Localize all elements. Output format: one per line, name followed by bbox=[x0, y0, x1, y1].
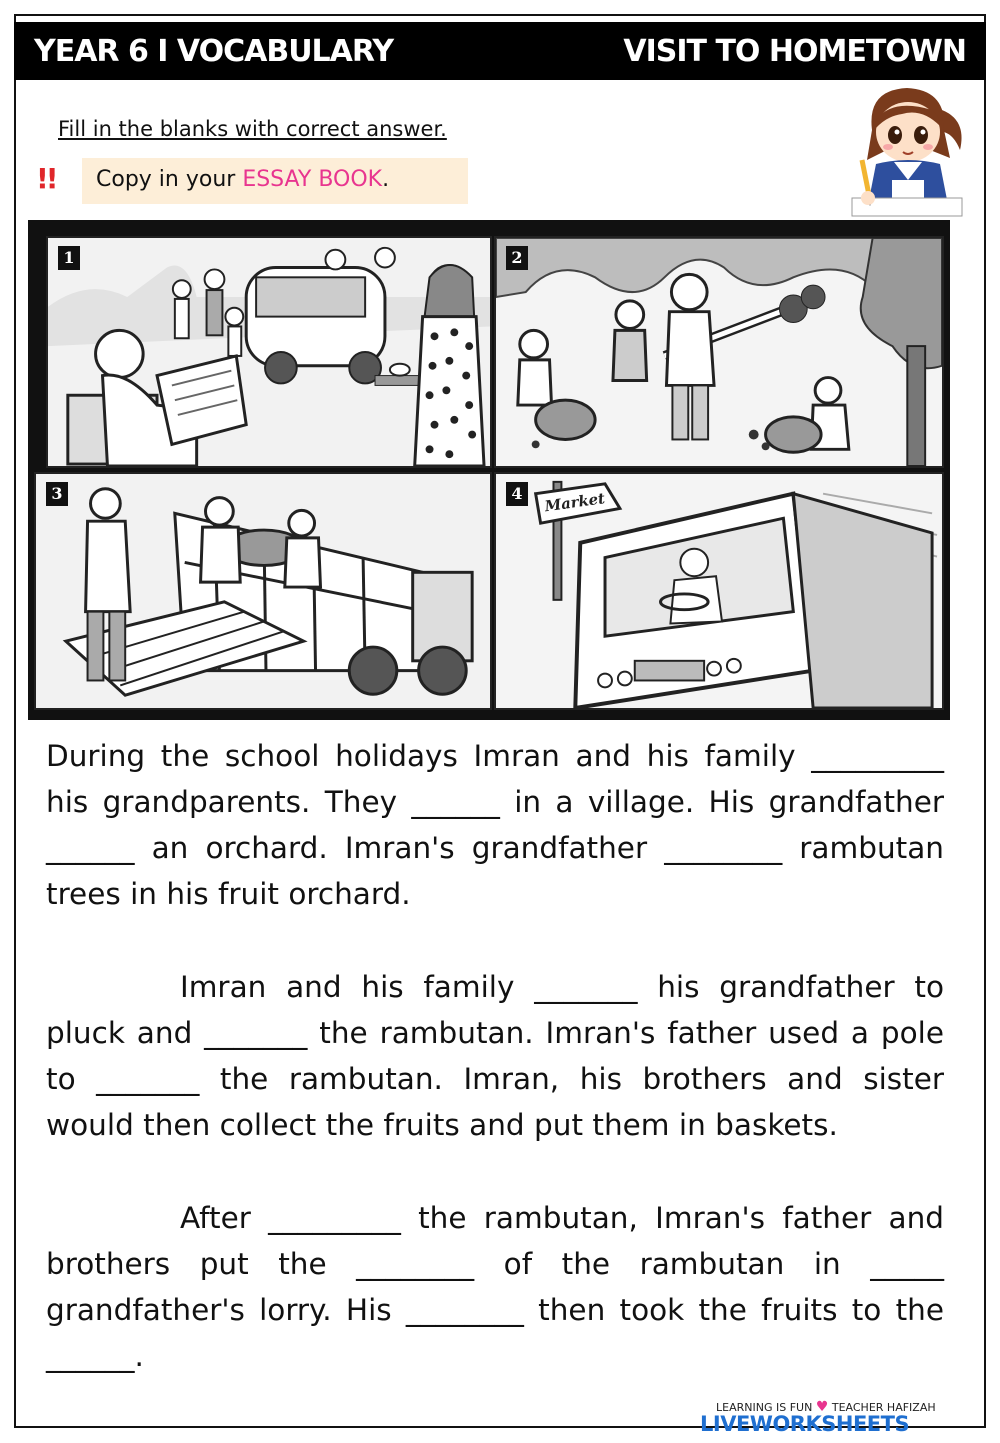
copy-note-highlight: ESSAY BOOK bbox=[242, 167, 383, 192]
girl-writing-illustration bbox=[832, 80, 982, 220]
exclamation-icon: !! bbox=[36, 162, 56, 195]
footer-author: TEACHER HAFIZAH bbox=[831, 1401, 936, 1414]
panel-number-3: 3 bbox=[46, 482, 68, 506]
market-sign-label: Market bbox=[543, 490, 607, 516]
essay-paragraph-2: Imran and his family _______ his grandfather to pluck and _______ the rambutan. Imran's father used a pole to _______ the rambutan. Imran, his brothers and sister would then collect the fruits and put them in baskets. bbox=[46, 970, 944, 1142]
title-bar bbox=[14, 22, 986, 80]
copy-note-box bbox=[82, 158, 468, 204]
panel-number-2: 2 bbox=[506, 246, 528, 270]
liveworksheets-logo[interactable]: LIVEWORKSHEETS bbox=[700, 1412, 910, 1436]
fill-in-essay bbox=[46, 733, 944, 1426]
copy-note-text bbox=[96, 167, 389, 192]
picture-panel-2 bbox=[494, 236, 944, 468]
picture-series bbox=[28, 220, 950, 720]
copy-note-suffix: . bbox=[382, 167, 390, 192]
instruction-text: Fill in the blanks with correct answer. bbox=[58, 117, 447, 141]
heart-icon: ♥ bbox=[815, 1399, 829, 1415]
copy-note-prefix: Copy in your bbox=[96, 167, 243, 192]
essay-paragraph-1: During the school holidays Imran and his family _________ his grandparents. They ______ in a village. His grandfather ______ an orchard. Imran's grandfather ________ rambutan trees in his fruit orchard. bbox=[46, 739, 944, 911]
worksheet-level-title: YEAR 6 I VOCABULARY bbox=[34, 34, 394, 69]
panel-number-1: 1 bbox=[58, 246, 80, 270]
panel-number-4: 4 bbox=[506, 482, 528, 506]
picture-panel-4 bbox=[494, 472, 944, 710]
essay-paragraph-3: After _________ the rambutan, Imran's father and brothers put the ________ of the rambutan in _____ grandfather's lorry. His ________ then took the fruits to the ______. bbox=[46, 1201, 944, 1373]
footer-tagline: LEARNING IS FUN bbox=[716, 1401, 813, 1414]
picture-panel-1 bbox=[46, 236, 492, 468]
worksheet-topic-title: VISIT TO HOMETOWN bbox=[623, 34, 966, 69]
picture-panel-3 bbox=[34, 472, 492, 710]
